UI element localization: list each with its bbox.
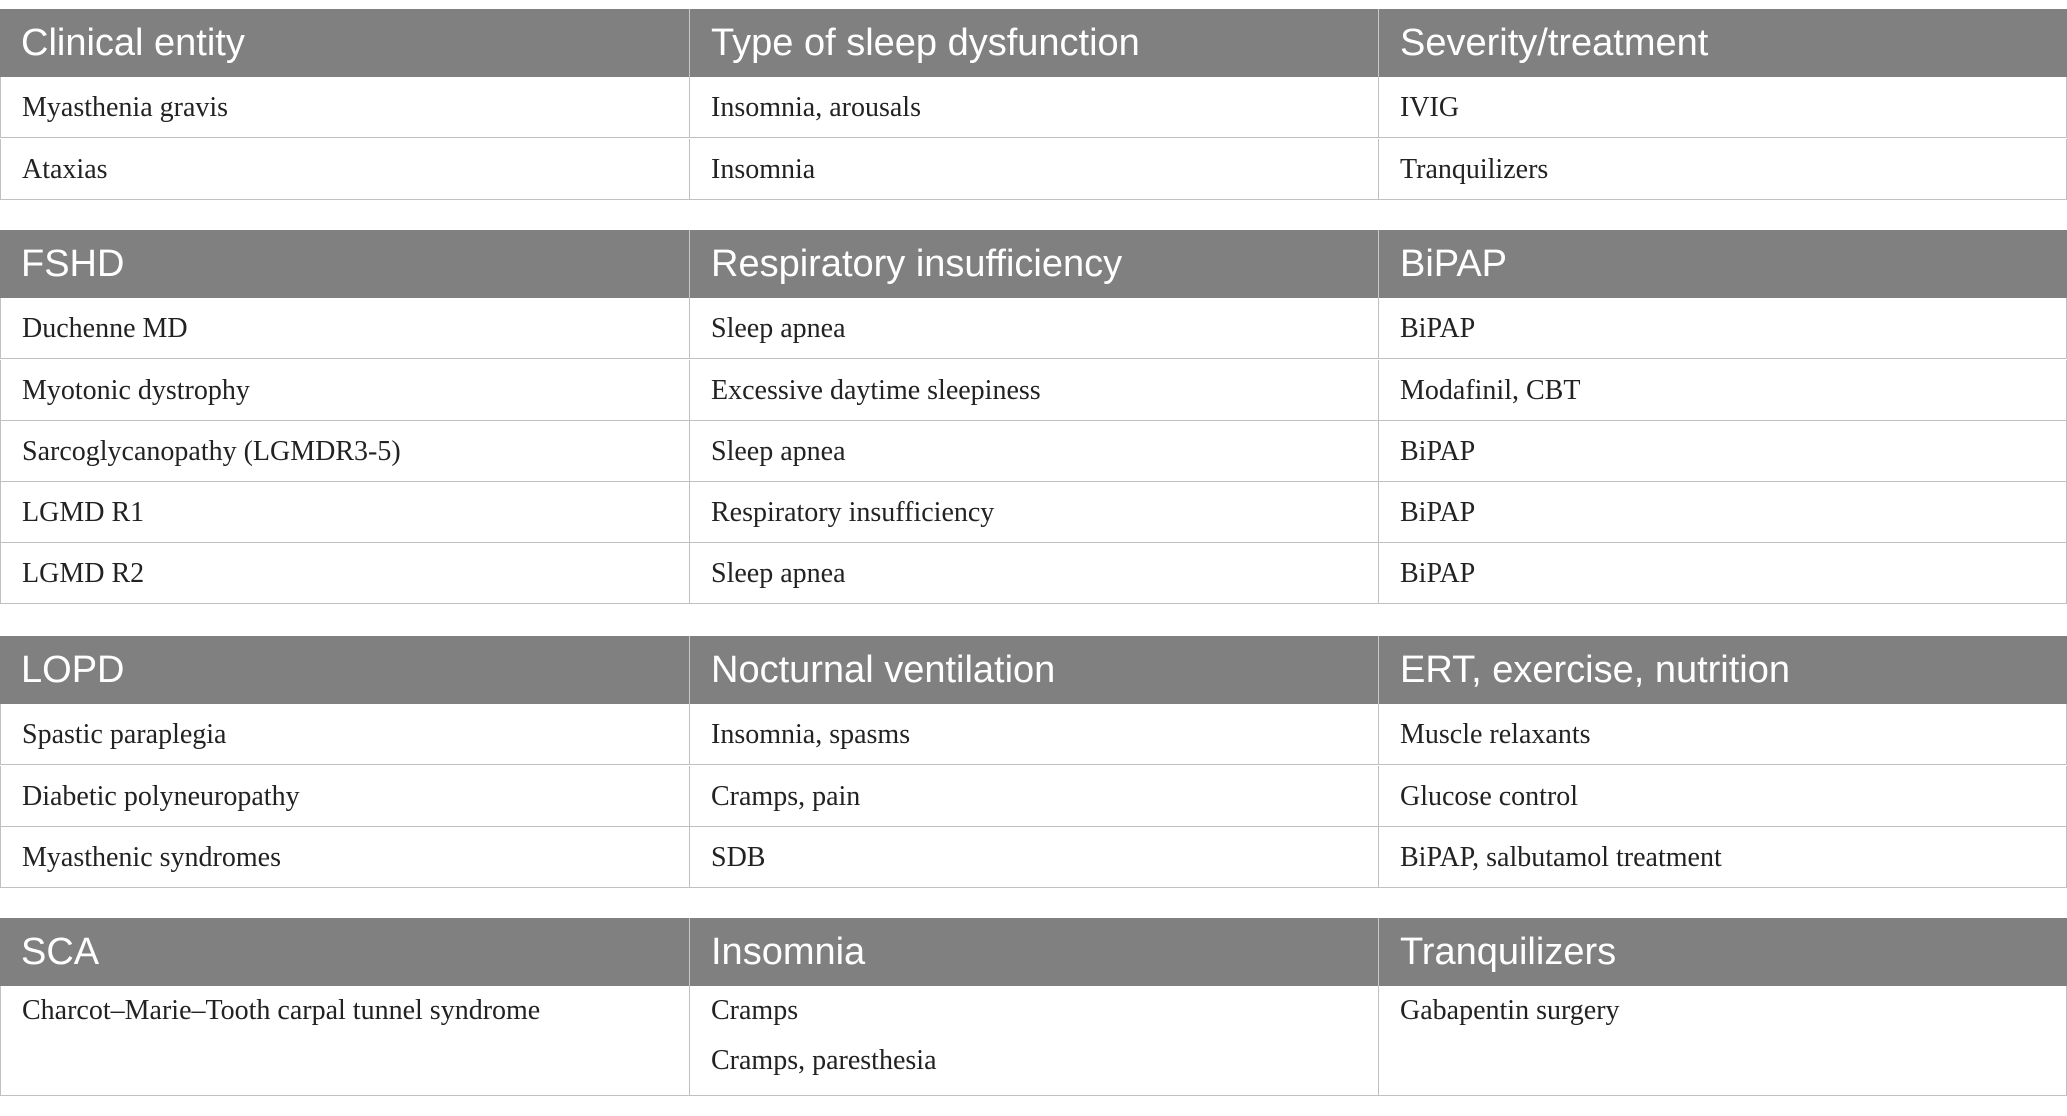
header-cell-col1: Clinical entity — [21, 22, 245, 64]
table-row — [0, 360, 2067, 421]
table-cell: Sarcoglycanopathy (LGMDR3-5) — [0, 421, 689, 481]
table-row — [0, 704, 2067, 765]
table-row — [0, 986, 2067, 1096]
table-cell: Glucose control — [1378, 766, 2067, 826]
table-row — [0, 482, 2067, 543]
table-cell: SDB — [689, 827, 1378, 887]
table-cell: Sleep apnea — [689, 421, 1378, 481]
table-cell: BiPAP, salbutamol treatment — [1378, 827, 2067, 887]
table-cell: BiPAP — [1378, 543, 2067, 603]
table-row — [0, 827, 2067, 888]
header-cell-col2: Insomnia — [689, 918, 1378, 986]
table-cell: LGMD R2 — [0, 543, 689, 603]
table-cell: Ataxias — [0, 139, 689, 199]
table-cell: Spastic paraplegia — [0, 704, 689, 764]
table-cell: BiPAP — [1378, 482, 2067, 542]
header-cell-col1: FSHD — [21, 243, 125, 285]
table-row — [0, 77, 2067, 138]
cell-line: Cramps — [711, 995, 799, 1026]
table-cell: Muscle relaxants — [1378, 704, 2067, 764]
table-cell: Modafinil, CBT — [1378, 360, 2067, 420]
table-cell: Insomnia, spasms — [689, 704, 1378, 764]
header-cell-col3: BiPAP — [1378, 230, 2067, 298]
table-cell — [689, 986, 1378, 1095]
table-cell: Excessive daytime sleepiness — [689, 360, 1378, 420]
table-cell: LGMD R1 — [0, 482, 689, 542]
table-cell: Myasthenic syndromes — [0, 827, 689, 887]
table-cell: Sleep apnea — [689, 298, 1378, 358]
header-cell-col2: Type of sleep dysfunction — [689, 9, 1378, 77]
table-cell: Respiratory insufficiency — [689, 482, 1378, 542]
table-cell: IVIG — [1378, 77, 2067, 137]
table-cell: Cramps, pain — [689, 766, 1378, 826]
table-header-row — [0, 918, 2067, 986]
table-cell: BiPAP — [1378, 421, 2067, 481]
table-header-row — [0, 636, 2067, 704]
table-cell: Myotonic dystrophy — [0, 360, 689, 420]
table-row — [0, 421, 2067, 482]
table-cell: Sleep apnea — [689, 543, 1378, 603]
table-cell: Insomnia — [689, 139, 1378, 199]
table-row — [0, 766, 2067, 827]
table-cell: Tranquilizers — [1378, 139, 2067, 199]
cell-line: Charcot–Marie–Tooth carpal tunnel syndrome — [22, 995, 541, 1026]
cell-line: Cramps, paresthesia — [711, 1045, 937, 1076]
table-cell: Duchenne MD — [0, 298, 689, 358]
header-cell-col1: LOPD — [21, 649, 125, 691]
table-row — [0, 139, 2067, 200]
header-cell-col3: Severity/treatment — [1378, 9, 2067, 77]
cell-line: Gabapentin surgery — [1400, 995, 1620, 1026]
table-row — [0, 298, 2067, 359]
table-cell — [1378, 986, 2067, 1095]
table-cell: Myasthenia gravis — [0, 77, 689, 137]
table-cell — [0, 986, 689, 1095]
header-cell-col2: Nocturnal ventilation — [689, 636, 1378, 704]
table-cell: Insomnia, arousals — [689, 77, 1378, 137]
header-cell-col2: Respiratory insufficiency — [689, 230, 1378, 298]
table-cell: Diabetic polyneuropathy — [0, 766, 689, 826]
table-header-row — [0, 9, 2067, 77]
header-cell-col1: SCA — [21, 931, 100, 973]
table-cell: BiPAP — [1378, 298, 2067, 358]
header-cell-col3: Tranquilizers — [1378, 918, 2067, 986]
table-header-row — [0, 230, 2067, 298]
header-cell-col3: ERT, exercise, nutrition — [1378, 636, 2067, 704]
table-row — [0, 543, 2067, 604]
